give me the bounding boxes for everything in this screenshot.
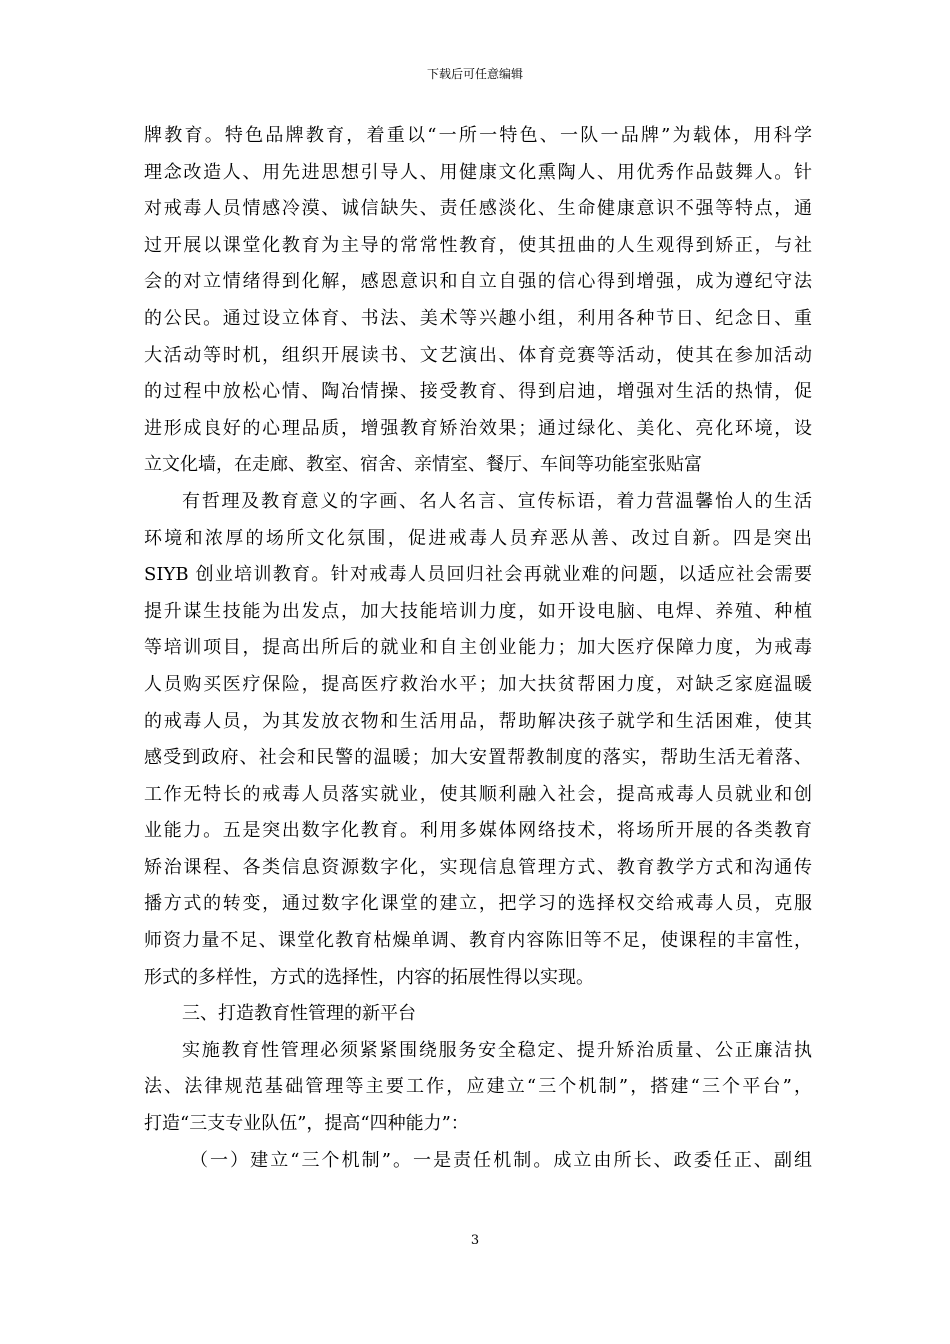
text-line: 形式的多样性，方式的选择性，内容的拓展性得以实现。 [144, 966, 594, 988]
paragraph-first-line: 有哲理及教育意义的字画、名人名言、宣传标语，着力营温馨怡人的生活 [182, 490, 812, 512]
text-line: 的戒毒人员，为其发放衣物和生活用品，帮助解决孩子就学和生活困难，使其 [144, 710, 812, 732]
text-line: 矫治课程、各类信息资源数字化，实现信息管理方式、教育教学方式和沟通传 [144, 856, 812, 878]
section-heading: 三、打造教育性管理的新平台 [182, 1003, 416, 1025]
text-line: 感受到政府、社会和民警的温暖；加大安置帮教制度的落实，帮助生活无着落、 [144, 747, 812, 769]
text-line: 人员购买医疗保险，提高医疗救治水平；加大扶贫帮困力度，对缺乏家庭温暖 [144, 673, 812, 695]
text-line: 工作无特长的戒毒人员落实就业，使其顺利融入社会，提高戒毒人员就业和创 [144, 783, 812, 805]
subsection-first-line: （一）建立“三个机制”。一是责任机制。成立由所长、政委任正、副组 [190, 1149, 812, 1171]
text-line: 对戒毒人员情感冷漠、诚信缺失、责任感淡化、生命健康意识不强等特点，通 [144, 198, 812, 220]
text-line: 打造“三支专业队伍”，提高“四种能力”： [144, 1113, 469, 1135]
text-line: 法、法律规范基础管理等主要工作，应建立“三个机制”，搭建“三个平台”， [144, 1076, 812, 1098]
text-line: 立文化墙，在走廊、教室、宿舍、亲情室、餐厅、车间等功能室张贴富 [144, 454, 702, 476]
text-line: 等培训项目，提高出所后的就业和自主创业能力；加大医疗保障力度，为戒毒 [144, 637, 812, 659]
text-line: 播方式的转变，通过数字化课堂的建立，把学习的选择权交给戒毒人员，克服 [144, 893, 812, 915]
text-line: 师资力量不足、课堂化教育枯燥单调、教育内容陈旧等不足，使课程的丰富性， [144, 930, 812, 952]
paragraph-first-line: 实施教育性管理必须紧紧围绕服务安全稳定、提升矫治质量、公正廉洁执 [182, 1039, 812, 1061]
text-line: 提升谋生技能为出发点，加大技能培训力度，如开设电脑、电焊、养殖、种植 [144, 600, 812, 622]
text-line: 进形成良好的心理品质，增强教育矫治效果；通过绿化、美化、亮化环境，设 [144, 417, 812, 439]
document-body [144, 118, 812, 1179]
text-line: 的公民。通过设立体育、书法、美术等兴趣小组，利用各种节日、纪念日、重 [144, 307, 812, 329]
text-line: 的过程中放松心情、陶冶情操、接受教育、得到启迪，增强对生活的热情，促 [144, 381, 812, 403]
page-header-note: 下载后可任意编辑 [426, 67, 523, 81]
text-line: 会的对立情绪得到化解，感恩意识和自立自强的信心得到增强，成为遵纪守法 [144, 271, 812, 293]
page-number: 3 [470, 1233, 480, 1248]
text-line: 大活动等时机，组织开展读书、文艺演出、体育竞赛等活动，使其在参加活动 [144, 344, 812, 366]
text-line: 业能力。五是突出数字化教育。利用多媒体网络技术，将场所开展的各类教育 [144, 820, 812, 842]
text-line: 环境和浓厚的场所文化氛围，促进戒毒人员弃恶从善、改过自新。四是突出 [144, 527, 812, 549]
text-line: 理念改造人、用先进思想引导人、用健康文化熏陶人、用优秀作品鼓舞人。针 [144, 161, 812, 183]
text-line: 过开展以课堂化教育为主导的常常性教育，使其扭曲的人生观得到矫正，与社 [144, 234, 812, 256]
text-line: 牌教育。特色品牌教育，着重以“一所一特色、一队一品牌”为载体，用科学 [144, 125, 812, 146]
text-line: SIYB 创业培训教育。针对戒毒人员回归社会再就业难的问题，以适应社会需要 [144, 564, 812, 586]
